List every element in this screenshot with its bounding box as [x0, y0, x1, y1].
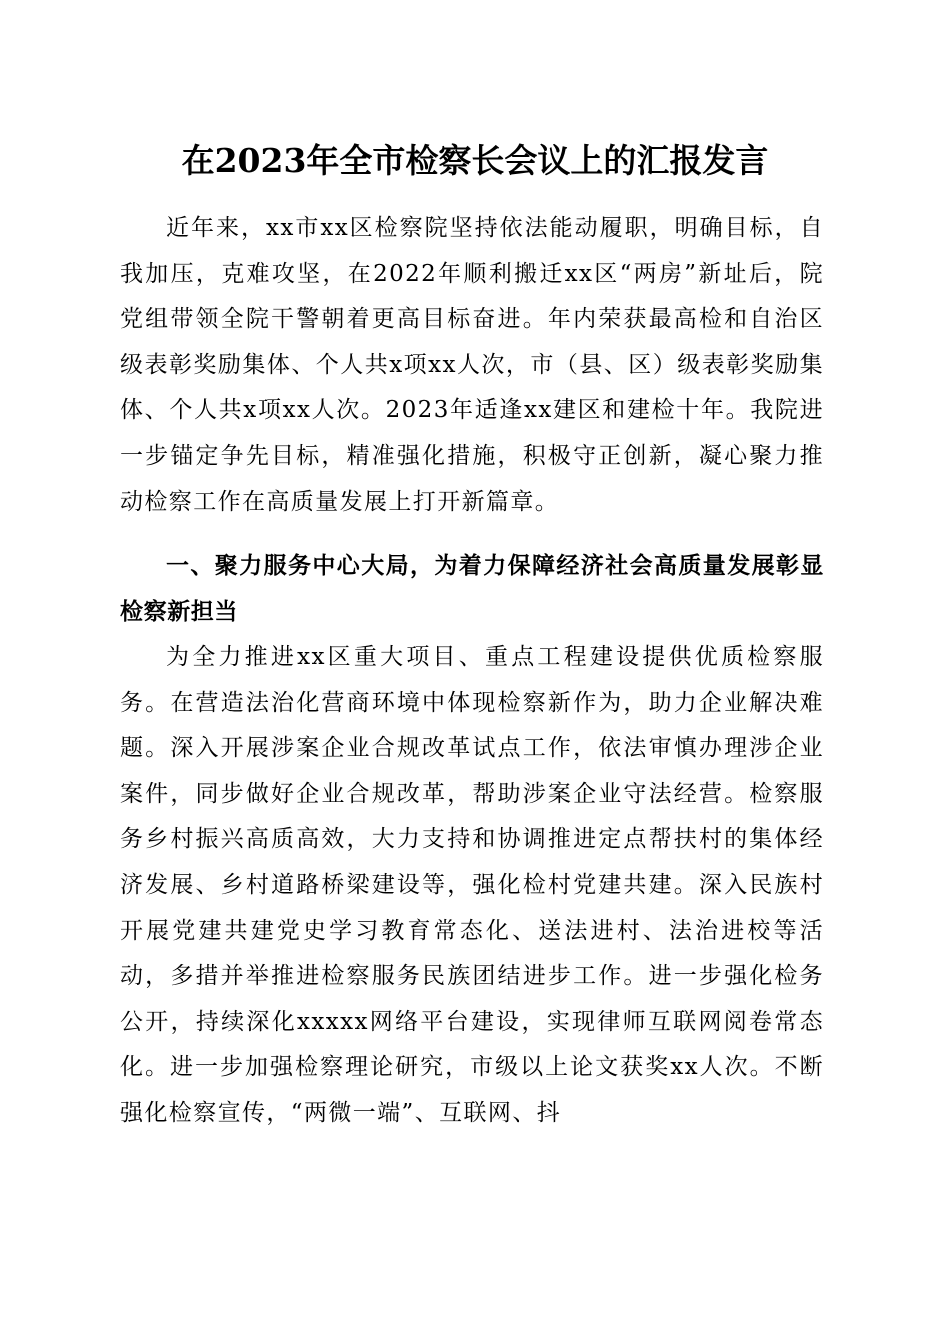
document-title: 在2023年全市检察长会议上的汇报发言 [181, 141, 769, 180]
section-heading: 一、聚力服务中心大局，为着力保障经济社会高质量发展彰显检察新担当 [120, 553, 824, 625]
intro-paragraph: 近年来，xx市xx区检察院坚持依法能动履职，明确目标，自我加压，克难攻坚，在2022年顺利搬迁xx区“两房”新址后，院党组带领全院干警朝着更高目标奋进。年内荣获最高检和自治区级表彰奖励集体、个人共x项xx人次，市（县、区）级表彰奖励集体、个人共x项xx人次。2023年适逢xx建区和建检十年。我院进一步锚定争先目标，精准强化措施，积极守正创新，凝心聚力推动检察工作在高质量发展上打开新篇章。 [120, 215, 824, 515]
section-paragraph: 为全力推进xx区重大项目、重点工程建设提供优质检察服务。在营造法治化营商环境中体现检察新作为，助力企业解决难题。深入开展涉案企业合规改革试点工作，依法审慎办理涉企业案件，同步做好企业合规改革，帮助涉案企业守法经营。检察服务乡村振兴高质高效，大力支持和协调推进定点帮扶村的集体经济发展、乡村道路桥梁建设等，强化检村党建共建。深入民族村开展党建共建党史学习教育常态化、送法进村、法治进校等活动，多措并举推进检察服务民族团结进步工作。进一步强化检务公开，持续深化xxxxx网络平台建设，实现律师互联网阅卷常态化。进一步加强检察理论研究，市级以上论文获奖xx人次。不断强化检察宣传，“两微一端”、互联网、抖 [120, 644, 824, 1126]
